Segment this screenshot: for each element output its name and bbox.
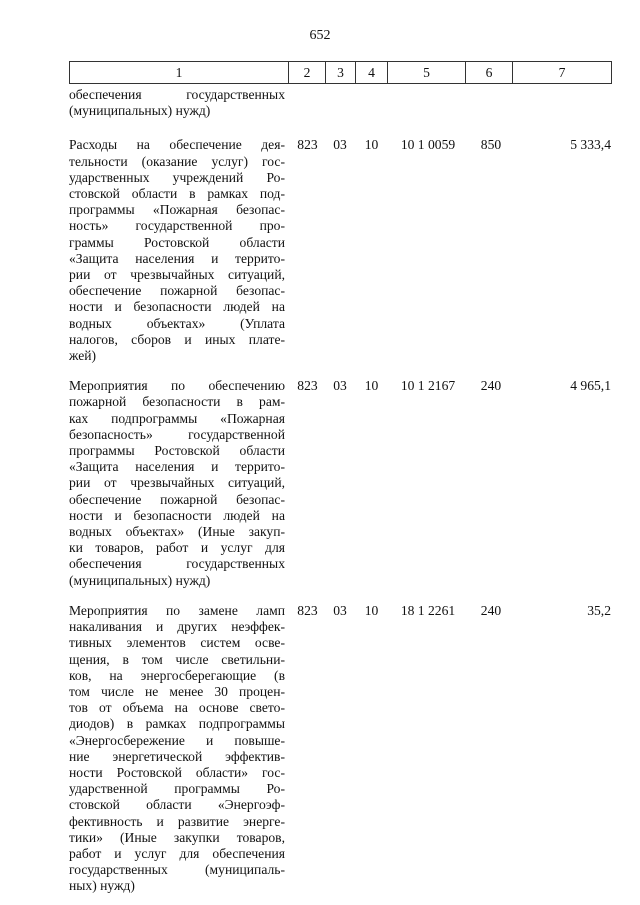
description-line: жей) bbox=[69, 348, 97, 364]
section-code: 03 bbox=[333, 137, 347, 153]
table-body bbox=[69, 87, 611, 895]
description-line: обеспечения государственных bbox=[69, 87, 285, 102]
description-line: (муниципальных) нужд) bbox=[69, 572, 211, 588]
description-line: щения, в том числе светильни- bbox=[69, 651, 285, 667]
expense-type-code: 240 bbox=[480, 378, 502, 394]
description-line: Мероприятия по обеспечению bbox=[69, 378, 285, 394]
table-row bbox=[69, 137, 611, 364]
column-header-5: 5 bbox=[388, 62, 466, 84]
table-row bbox=[69, 378, 611, 589]
column-header-row bbox=[69, 61, 612, 84]
description-line: рии от чрезвычайных ситуаций, bbox=[69, 475, 285, 491]
description-line: водных объектах» (Уплата bbox=[69, 315, 285, 331]
description-line: государственных (муниципаль- bbox=[69, 862, 285, 878]
table-row bbox=[69, 603, 611, 895]
description-line: (муниципальных) нужд) bbox=[69, 103, 211, 119]
description-line: ных) нужд) bbox=[69, 878, 135, 894]
ministry-code: 823 bbox=[297, 602, 318, 618]
description-line: ударственных учреждений Ро- bbox=[69, 169, 285, 185]
description-line: программы «Пожарная безопас- bbox=[69, 202, 285, 218]
target-article-code: 10 1 0059 bbox=[400, 137, 456, 153]
section-code: 03 bbox=[333, 378, 347, 394]
description-line: стовской области в рамках под- bbox=[69, 186, 285, 202]
description-line: ние энергетической эффектив- bbox=[69, 748, 285, 764]
description-line: налогов, сборов и иных плате- bbox=[69, 331, 285, 347]
ministry-code: 823 bbox=[297, 137, 318, 153]
row-description bbox=[69, 378, 285, 589]
section-code: 03 bbox=[333, 602, 347, 618]
description-line: тов от объема на основе свето- bbox=[69, 700, 285, 716]
column-header-2: 2 bbox=[289, 62, 326, 84]
description-line: ности Ростовской области» гос- bbox=[69, 764, 285, 780]
description-line: Мероприятия по замене ламп bbox=[69, 602, 285, 618]
description-line: «Энергосбережение и повыше- bbox=[69, 732, 285, 748]
expense-type-code: 850 bbox=[480, 137, 502, 153]
description-line: обеспечение пожарной безопас- bbox=[69, 491, 285, 507]
target-article-code: 10 1 2167 bbox=[400, 378, 456, 394]
description-line: ков, на энергосберегающие (в bbox=[69, 667, 285, 683]
description-line: тики» (Иные закупки товаров, bbox=[69, 829, 285, 845]
description-line: ки товаров, работ и услуг для bbox=[69, 540, 285, 556]
description-line: фективность и развитие энерге- bbox=[69, 813, 285, 829]
description-line: рии от чрезвычайных ситуаций, bbox=[69, 267, 285, 283]
expense-type-code: 240 bbox=[480, 602, 502, 618]
subsection-code: 10 bbox=[364, 137, 379, 153]
row-description bbox=[69, 137, 285, 364]
description-line: пожарной безопасности в рам- bbox=[69, 394, 285, 410]
description-line: «Защита населения и террито- bbox=[69, 459, 285, 475]
subsection-code: 10 bbox=[364, 378, 379, 394]
column-header-7: 7 bbox=[513, 62, 612, 84]
column-header-6: 6 bbox=[466, 62, 513, 84]
description-line: обеспечения государственных bbox=[69, 556, 285, 572]
description-line: граммы Ростовской области bbox=[69, 234, 285, 250]
description-line: ности и безопасности людей на bbox=[69, 299, 285, 315]
description-line: Расходы на обеспечение дея- bbox=[69, 137, 285, 153]
column-header-1: 1 bbox=[70, 62, 289, 84]
description-line: тивных элементов систем осве- bbox=[69, 635, 285, 651]
page-number: 652 bbox=[309, 28, 331, 43]
description-line: тельности (оказание услуг) гос- bbox=[69, 153, 285, 169]
description-line: диодов) в рамках подпрограммы bbox=[69, 716, 285, 732]
column-header-3: 3 bbox=[326, 62, 356, 84]
row-description bbox=[69, 603, 285, 895]
description-line: ках подпрограммы «Пожарная bbox=[69, 410, 285, 426]
description-line: работ и услуг для обеспечения bbox=[69, 845, 285, 861]
row-description bbox=[69, 87, 285, 119]
description-line: стовской области «Энергоэф- bbox=[69, 797, 285, 813]
table-row bbox=[69, 87, 611, 119]
amount: 5 333,4 bbox=[570, 137, 611, 153]
description-line: том числе не менее 30 процен- bbox=[69, 683, 285, 699]
description-line: программы Ростовской области bbox=[69, 443, 285, 459]
description-line: ности и безопасности людей на bbox=[69, 507, 285, 523]
description-line: водных объектах» (Иные закуп- bbox=[69, 524, 285, 540]
description-line: обеспечение пожарной безопас- bbox=[69, 283, 285, 299]
description-line: бeзопасность» государственной bbox=[69, 426, 285, 442]
description-line: ность» государственной про- bbox=[69, 218, 285, 234]
column-header-4: 4 bbox=[356, 62, 388, 84]
subsection-code: 10 bbox=[364, 602, 379, 618]
description-line: «Защита населения и террито- bbox=[69, 250, 285, 266]
ministry-code: 823 bbox=[297, 378, 318, 394]
description-line: накаливания и других неэффек- bbox=[69, 619, 285, 635]
target-article-code: 18 1 2261 bbox=[400, 602, 456, 618]
description-line: ударственной программы Ро- bbox=[69, 781, 285, 797]
amount: 35,2 bbox=[587, 602, 611, 618]
amount: 4 965,1 bbox=[570, 378, 611, 394]
